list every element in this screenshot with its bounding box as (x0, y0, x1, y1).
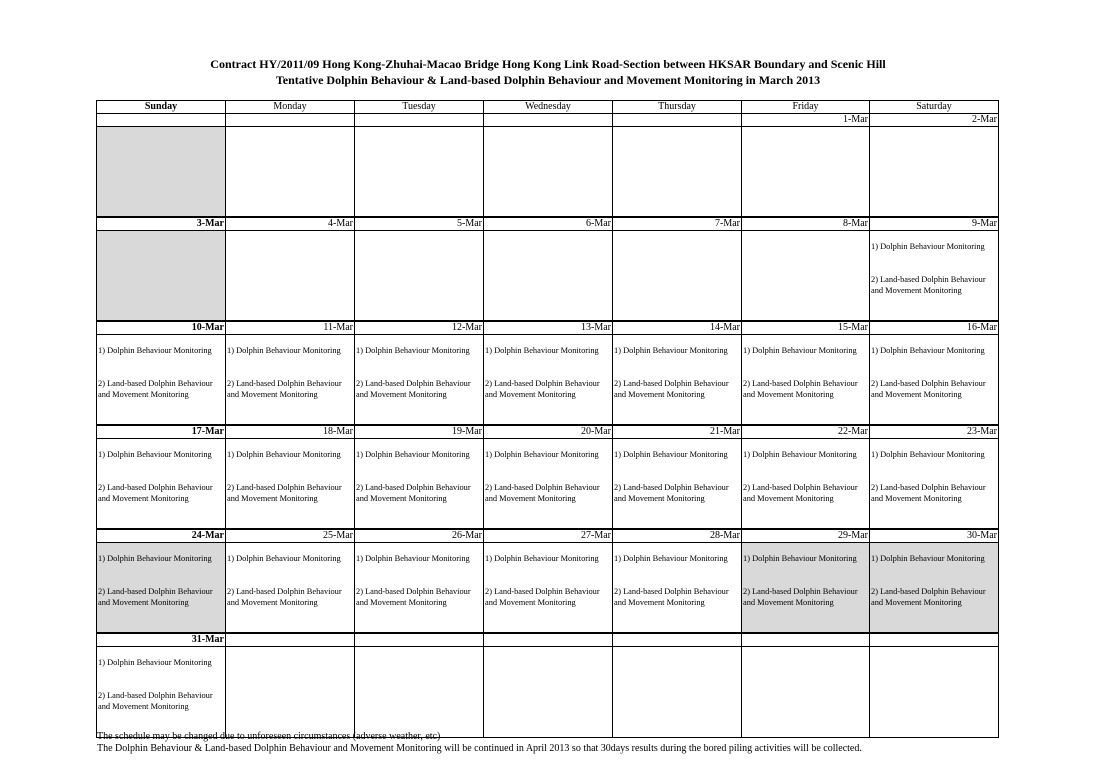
date-cell (484, 114, 613, 127)
date-cell: 15-Mar (742, 321, 870, 335)
day-activity-cell (742, 231, 870, 322)
dolphin-behaviour-monitoring-item: 1) Dolphin Behaviour Monitoring (98, 346, 212, 355)
activity-list (613, 543, 741, 608)
date-cell: 11-Mar (226, 321, 355, 335)
day-activity-cell (742, 647, 870, 738)
land-based-monitoring-item: 2) Land-based Dolphin Behaviour and Movement Monitoring (743, 483, 858, 503)
dolphin-behaviour-monitoring-item: 1) Dolphin Behaviour Monitoring (871, 450, 985, 459)
date-cell: 10-Mar (97, 321, 226, 335)
day-activity-cell (870, 127, 999, 218)
land-based-monitoring-item: 2) Land-based Dolphin Behaviour and Movement Monitoring (871, 379, 986, 399)
date-cell: 2-Mar (870, 114, 999, 127)
land-based-monitoring-item: 2) Land-based Dolphin Behaviour and Movement Monitoring (227, 587, 342, 607)
date-cell: 16-Mar (870, 321, 999, 335)
activity-list (97, 543, 225, 608)
date-cell (226, 633, 355, 647)
day-activity-cell (613, 335, 742, 426)
land-based-monitoring-item: 2) Land-based Dolphin Behaviour and Movement Monitoring (356, 483, 471, 503)
week-activity-row (97, 231, 999, 322)
day-activity-cell (870, 543, 999, 634)
week-date-row (97, 633, 999, 647)
dolphin-behaviour-monitoring-item: 1) Dolphin Behaviour Monitoring (227, 346, 341, 355)
day-activity-cell (484, 127, 613, 218)
day-name-cell: Tuesday (355, 101, 484, 114)
activity-list (870, 439, 998, 504)
day-activity-cell (355, 543, 484, 634)
land-based-monitoring-item: 2) Land-based Dolphin Behaviour and Movement Monitoring (743, 587, 858, 607)
day-name-cell: Sunday (97, 101, 226, 114)
date-cell: 6-Mar (484, 217, 613, 231)
dolphin-behaviour-monitoring-item: 1) Dolphin Behaviour Monitoring (871, 242, 985, 251)
date-cell: 31-Mar (97, 633, 226, 647)
day-activity-cell (484, 439, 613, 530)
dolphin-behaviour-monitoring-item: 1) Dolphin Behaviour Monitoring (743, 450, 857, 459)
activity-list (355, 543, 483, 608)
date-cell (355, 633, 484, 647)
date-cell: 12-Mar (355, 321, 484, 335)
date-cell: 26-Mar (355, 529, 484, 543)
day-activity-cell (742, 335, 870, 426)
day-activity-cell (484, 543, 613, 634)
dolphin-behaviour-monitoring-item: 1) Dolphin Behaviour Monitoring (743, 554, 857, 563)
day-activity-cell (484, 647, 613, 738)
date-cell: 13-Mar (484, 321, 613, 335)
week-activity-row (97, 439, 999, 530)
day-activity-cell (870, 439, 999, 530)
date-cell: 7-Mar (613, 217, 742, 231)
activity-list (742, 335, 869, 400)
land-based-monitoring-item: 2) Land-based Dolphin Behaviour and Movement Monitoring (98, 483, 213, 503)
date-cell (97, 114, 226, 127)
week-activity-row (97, 127, 999, 218)
date-cell: 3-Mar (97, 217, 226, 231)
continuation-note: The Dolphin Behaviour & Land-based Dolphin Behaviour and Movement Monitoring will be continued in April 2013 so that 30days results during the bored piling activities will be collected. (97, 743, 862, 754)
date-cell: 4-Mar (226, 217, 355, 231)
dolphin-behaviour-monitoring-item: 1) Dolphin Behaviour Monitoring (614, 450, 728, 459)
date-cell: 1-Mar (742, 114, 870, 127)
date-cell (613, 114, 742, 127)
dolphin-behaviour-monitoring-item: 1) Dolphin Behaviour Monitoring (98, 554, 212, 563)
date-cell: 14-Mar (613, 321, 742, 335)
day-activity-cell (226, 543, 355, 634)
land-based-monitoring-item: 2) Land-based Dolphin Behaviour and Movement Monitoring (227, 379, 342, 399)
day-activity-cell (97, 335, 226, 426)
week-activity-row (97, 335, 999, 426)
land-based-monitoring-item: 2) Land-based Dolphin Behaviour and Movement Monitoring (485, 379, 600, 399)
date-cell: 8-Mar (742, 217, 870, 231)
land-based-monitoring-item: 2) Land-based Dolphin Behaviour and Movement Monitoring (98, 379, 213, 399)
activity-list (226, 439, 354, 504)
day-activity-cell (742, 543, 870, 634)
date-cell: 22-Mar (742, 425, 870, 439)
activity-list (355, 439, 483, 504)
date-cell: 9-Mar (870, 217, 999, 231)
day-activity-cell (870, 335, 999, 426)
land-based-monitoring-item: 2) Land-based Dolphin Behaviour and Movement Monitoring (614, 379, 729, 399)
activity-list (226, 543, 354, 608)
day-activity-cell (613, 231, 742, 322)
activity-list (484, 543, 612, 608)
day-activity-cell (870, 647, 999, 738)
date-cell: 17-Mar (97, 425, 226, 439)
day-activity-cell (742, 439, 870, 530)
date-cell: 21-Mar (613, 425, 742, 439)
dolphin-behaviour-monitoring-item: 1) Dolphin Behaviour Monitoring (614, 554, 728, 563)
week-date-row (97, 425, 999, 439)
activity-list (97, 647, 225, 712)
monitoring-calendar (96, 100, 999, 738)
activity-list (613, 439, 741, 504)
day-activity-cell (484, 335, 613, 426)
activity-list (742, 543, 869, 608)
day-activity-cell (226, 335, 355, 426)
day-name-cell: Wednesday (484, 101, 613, 114)
activity-list (870, 335, 998, 400)
week-activity-row (97, 647, 999, 738)
day-name-cell: Saturday (870, 101, 999, 114)
dolphin-behaviour-monitoring-item: 1) Dolphin Behaviour Monitoring (98, 450, 212, 459)
dolphin-behaviour-monitoring-item: 1) Dolphin Behaviour Monitoring (227, 554, 341, 563)
date-cell: 25-Mar (226, 529, 355, 543)
day-activity-cell (613, 439, 742, 530)
activity-list (97, 335, 225, 400)
schedule-change-note: The schedule may be changed due to unforeseen circumstances (adverse weather, etc) (97, 731, 441, 742)
activity-list (613, 335, 741, 400)
day-activity-cell (226, 231, 355, 322)
date-cell: 19-Mar (355, 425, 484, 439)
dolphin-behaviour-monitoring-item: 1) Dolphin Behaviour Monitoring (871, 346, 985, 355)
day-activity-cell (97, 543, 226, 634)
dolphin-behaviour-monitoring-item: 1) Dolphin Behaviour Monitoring (356, 346, 470, 355)
date-cell: 20-Mar (484, 425, 613, 439)
day-activity-cell (226, 439, 355, 530)
date-cell: 24-Mar (97, 529, 226, 543)
week-activity-row (97, 543, 999, 634)
day-activity-cell (355, 647, 484, 738)
land-based-monitoring-item: 2) Land-based Dolphin Behaviour and Movement Monitoring (98, 587, 213, 607)
date-cell (613, 633, 742, 647)
week-date-row (97, 529, 999, 543)
land-based-monitoring-item: 2) Land-based Dolphin Behaviour and Movement Monitoring (485, 587, 600, 607)
date-cell: 23-Mar (870, 425, 999, 439)
date-cell: 29-Mar (742, 529, 870, 543)
week-date-row (97, 114, 999, 127)
dolphin-behaviour-monitoring-item: 1) Dolphin Behaviour Monitoring (227, 450, 341, 459)
dolphin-behaviour-monitoring-item: 1) Dolphin Behaviour Monitoring (485, 554, 599, 563)
land-based-monitoring-item: 2) Land-based Dolphin Behaviour and Movement Monitoring (356, 379, 471, 399)
date-cell (870, 633, 999, 647)
week-date-row (97, 321, 999, 335)
day-activity-cell (97, 127, 226, 218)
land-based-monitoring-item: 2) Land-based Dolphin Behaviour and Movement Monitoring (356, 587, 471, 607)
dolphin-behaviour-monitoring-item: 1) Dolphin Behaviour Monitoring (356, 554, 470, 563)
activity-list (355, 335, 483, 400)
day-activity-cell (613, 647, 742, 738)
land-based-monitoring-item: 2) Land-based Dolphin Behaviour and Movement Monitoring (871, 275, 986, 295)
day-header-row (97, 101, 999, 114)
activity-list (870, 543, 998, 608)
land-based-monitoring-item: 2) Land-based Dolphin Behaviour and Movement Monitoring (227, 483, 342, 503)
activity-list (870, 231, 998, 296)
day-name-cell: Monday (226, 101, 355, 114)
date-cell: 30-Mar (870, 529, 999, 543)
date-cell (226, 114, 355, 127)
day-activity-cell (226, 647, 355, 738)
day-activity-cell (226, 127, 355, 218)
day-activity-cell (613, 127, 742, 218)
date-cell: 18-Mar (226, 425, 355, 439)
document-subtitle: Tentative Dolphin Behaviour & Land-based Dolphin Behaviour and Movement Monitoring in March 2013 (275, 73, 821, 87)
activity-list (742, 439, 869, 504)
land-based-monitoring-item: 2) Land-based Dolphin Behaviour and Movement Monitoring (98, 691, 213, 711)
dolphin-behaviour-monitoring-item: 1) Dolphin Behaviour Monitoring (485, 450, 599, 459)
dolphin-behaviour-monitoring-item: 1) Dolphin Behaviour Monitoring (614, 346, 728, 355)
day-activity-cell (97, 439, 226, 530)
day-activity-cell (355, 335, 484, 426)
day-activity-cell (355, 127, 484, 218)
date-cell: 27-Mar (484, 529, 613, 543)
day-name-cell: Thursday (613, 101, 742, 114)
date-cell (484, 633, 613, 647)
land-based-monitoring-item: 2) Land-based Dolphin Behaviour and Movement Monitoring (743, 379, 858, 399)
dolphin-behaviour-monitoring-item: 1) Dolphin Behaviour Monitoring (485, 346, 599, 355)
activity-list (484, 335, 612, 400)
land-based-monitoring-item: 2) Land-based Dolphin Behaviour and Movement Monitoring (485, 483, 600, 503)
land-based-monitoring-item: 2) Land-based Dolphin Behaviour and Movement Monitoring (871, 587, 986, 607)
week-date-row (97, 217, 999, 231)
document-title: Contract HY/2011/09 Hong Kong-Zhuhai-Macao Bridge Hong Kong Link Road-Section between HKSAR Boundary and Scenic Hill (210, 57, 886, 71)
date-cell: 5-Mar (355, 217, 484, 231)
activity-list (97, 439, 225, 504)
date-cell (355, 114, 484, 127)
day-activity-cell (484, 231, 613, 322)
day-name-cell: Friday (742, 101, 870, 114)
land-based-monitoring-item: 2) Land-based Dolphin Behaviour and Movement Monitoring (614, 587, 729, 607)
land-based-monitoring-item: 2) Land-based Dolphin Behaviour and Movement Monitoring (871, 483, 986, 503)
day-activity-cell (613, 543, 742, 634)
date-cell: 28-Mar (613, 529, 742, 543)
day-activity-cell (355, 231, 484, 322)
day-activity-cell (355, 439, 484, 530)
dolphin-behaviour-monitoring-item: 1) Dolphin Behaviour Monitoring (743, 346, 857, 355)
day-activity-cell (870, 231, 999, 322)
activity-list (226, 335, 354, 400)
date-cell (742, 633, 870, 647)
land-based-monitoring-item: 2) Land-based Dolphin Behaviour and Movement Monitoring (614, 483, 729, 503)
day-activity-cell (97, 231, 226, 322)
dolphin-behaviour-monitoring-item: 1) Dolphin Behaviour Monitoring (871, 554, 985, 563)
dolphin-behaviour-monitoring-item: 1) Dolphin Behaviour Monitoring (356, 450, 470, 459)
day-activity-cell (97, 647, 226, 738)
dolphin-behaviour-monitoring-item: 1) Dolphin Behaviour Monitoring (98, 658, 212, 667)
day-activity-cell (742, 127, 870, 218)
activity-list (484, 439, 612, 504)
